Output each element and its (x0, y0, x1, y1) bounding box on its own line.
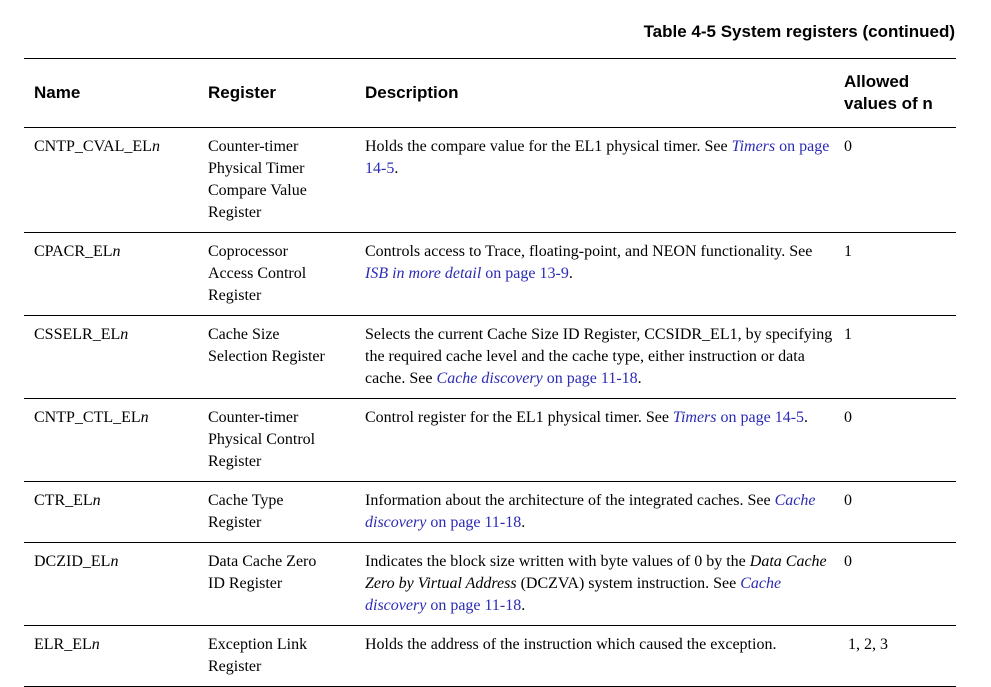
header-register: Register (198, 59, 355, 128)
table-row (24, 482, 956, 543)
cross-reference-link[interactable]: Cache discovery (436, 370, 543, 387)
cell-register: Counter-timer Physical Control Register (198, 399, 355, 482)
cell-allowed: 0 (834, 482, 956, 543)
cell-description: Information about the architecture of the integrated caches. See Cache discovery on page 11-18. (355, 482, 834, 543)
cell-name: ELR_ELn (24, 626, 198, 687)
cell-allowed: 1, 2, 3 (834, 626, 956, 687)
header-description: Description (355, 59, 834, 128)
cell-name: CNTP_CTL_ELn (24, 399, 198, 482)
table-row (24, 128, 956, 233)
cell-register: Coprocessor Access Control Register (198, 233, 355, 316)
cross-reference-link[interactable]: Timers (731, 138, 776, 155)
cell-description: Selects the current Cache Size ID Register, CCSIDR_EL1, by specifying the required cache level and the cache type, either instruction or data cache. See Cache discovery on page 11-18. (355, 316, 834, 399)
cell-description: Holds the compare value for the EL1 physical timer. See Timers on page 14-5. (355, 128, 834, 233)
table-row (24, 316, 956, 399)
cell-register: Cache Type Register (198, 482, 355, 543)
cross-reference-link[interactable]: ISB in more detail (365, 265, 482, 282)
cell-description: Controls access to Trace, floating-point, and NEON functionality. See ISB in more detail on page 13-9. (355, 233, 834, 316)
cell-allowed: 0 (834, 399, 956, 482)
table-caption: Table 4-5 System registers (continued) (643, 22, 955, 41)
cell-allowed: 0 (834, 543, 956, 626)
table-row (24, 543, 956, 626)
cell-description: Indicates the block size written with byte values of 0 by the Data Cache Zero by Virtual Address (DCZVA) system instruction. See Cache discovery on page 11-18. (355, 543, 834, 626)
cell-name: CTR_ELn (24, 482, 198, 543)
cell-name: CPACR_ELn (24, 233, 198, 316)
table-row (24, 399, 956, 482)
cell-register: Cache Size Selection Register (198, 316, 355, 399)
table-row (24, 626, 956, 687)
cell-register: Counter-timer Physical Timer Compare Value Register (198, 128, 355, 233)
table-header-row (24, 59, 956, 128)
cell-name: CSSELR_ELn (24, 316, 198, 399)
cell-name: DCZID_ELn (24, 543, 198, 626)
cell-allowed: 1 (834, 233, 956, 316)
cell-name: CNTP_CVAL_ELn (24, 128, 198, 233)
cell-register: Exception Link Register (198, 626, 355, 687)
cell-description: Holds the address of the instruction which caused the exception. (355, 626, 834, 687)
page-reference-link[interactable]: on page 11-18 (542, 370, 638, 387)
cell-register: Data Cache Zero ID Register (198, 543, 355, 626)
table-row (24, 233, 956, 316)
cell-description: Control register for the EL1 physical timer. See Timers on page 14-5. (355, 399, 834, 482)
header-allowed-values: Allowed values of n (834, 59, 956, 128)
cross-reference-link[interactable]: Timers (672, 409, 717, 426)
page-reference-link[interactable]: on page 14-5 (716, 409, 805, 426)
cell-allowed: 1 (834, 316, 956, 399)
page-reference-link[interactable]: on page 14-5 (365, 138, 830, 177)
cell-allowed: 0 (834, 128, 956, 233)
page-reference-link[interactable]: on page 13-9 (481, 265, 569, 282)
cross-reference-link[interactable]: Cache discovery (365, 575, 782, 614)
header-name: Name (24, 59, 198, 128)
page-reference-link[interactable]: on page 11-18 (426, 597, 522, 614)
page-reference-link[interactable]: on page 11-18 (426, 514, 522, 531)
system-registers-table (24, 58, 956, 687)
cross-reference-link[interactable]: Cache discovery (365, 492, 816, 531)
